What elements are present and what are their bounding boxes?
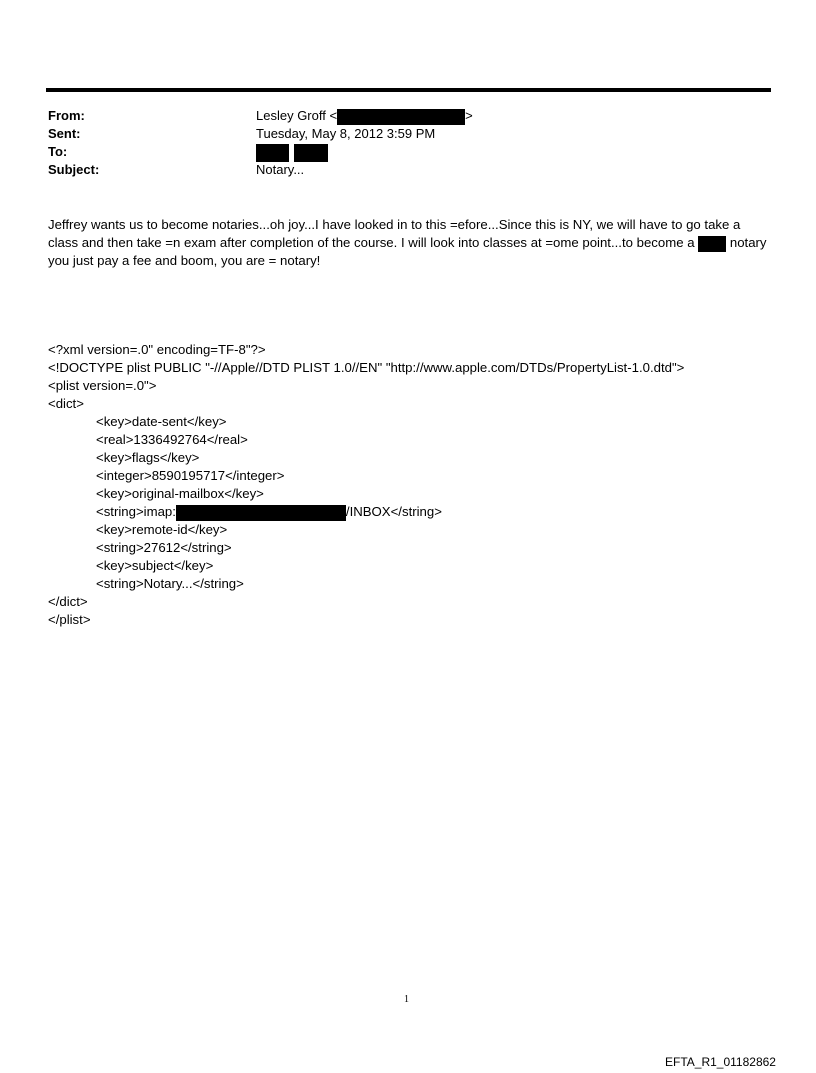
xml-line: <key>subject</key> [96, 558, 214, 573]
from-value [256, 107, 473, 125]
xml-mailbox-suffix: /INBOX</string> [345, 504, 442, 519]
subject-label: Subject: [48, 162, 100, 177]
xml-line: <key>original-mailbox</key> [96, 486, 264, 501]
xml-dict-open: <dict> [48, 396, 84, 411]
xml-line: <string>Notary...</string> [96, 576, 244, 591]
xml-line: <integer>8590195717</integer> [96, 468, 285, 483]
xml-line: <real>1336492764</real> [96, 432, 248, 447]
redaction-block [176, 505, 346, 521]
xml-line: <key>date-sent</key> [96, 414, 227, 429]
xml-line: <key>flags</key> [96, 450, 200, 465]
subject-value: Notary... [256, 162, 305, 177]
xml-doctype: <!DOCTYPE plist PUBLIC "-//Apple//DTD PLIST 1.0//EN" "http://www.apple.com/DTDs/PropertyList-1.0.dtd"> [48, 360, 685, 375]
sent-value: Tuesday, May 8, 2012 3:59 PM [256, 126, 436, 141]
message-body [48, 216, 768, 270]
xml-plist-open: <plist version=.0"> [48, 378, 157, 393]
page-number: 1 [404, 994, 409, 1005]
from-suffix: > [465, 108, 473, 123]
from-label: From: [48, 108, 85, 123]
message-body-part2: notary you just pay a fee and boom, you are = notary! [48, 235, 767, 268]
xml-line: <key>remote-id</key> [96, 522, 228, 537]
xml-plist-close: </plist> [48, 612, 91, 627]
document-id: EFTA_R1_01182862 [665, 1055, 776, 1069]
message-body-part1: Jeffrey wants us to become notaries...oh joy...I have looked in to this =efore...Since this is NY, we will have to go take a class and then take =n exam after completion of the course. I will look into classes at =ome point...to become a [48, 217, 741, 250]
to-value [256, 143, 328, 162]
redaction-block [256, 144, 289, 162]
header-rule [46, 88, 771, 92]
xml-declaration: <?xml version=.0" encoding=TF-8"?> [48, 342, 266, 357]
redaction-block [294, 144, 328, 162]
xml-line-mailbox [96, 503, 442, 521]
from-name: Lesley Groff < [256, 108, 338, 123]
redaction-block [698, 236, 726, 252]
xml-dict-close: </dict> [48, 594, 88, 609]
sent-label: Sent: [48, 126, 81, 141]
xml-mailbox-prefix: <string>imap: [96, 504, 176, 519]
xml-line: <string>27612</string> [96, 540, 232, 555]
redaction-block [337, 109, 465, 125]
to-label: To: [48, 144, 68, 159]
